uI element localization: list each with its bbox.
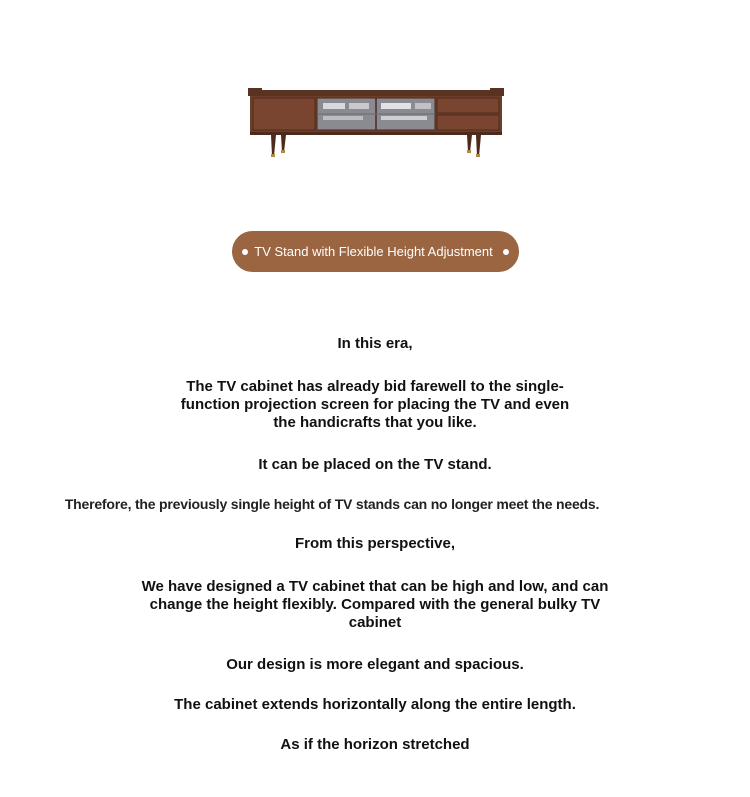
text-line: The TV cabinet has already bid farewell to the single-	[186, 378, 564, 395]
text-line: The cabinet extends horizontally along the entire length.	[174, 696, 576, 713]
paragraph-placed	[0, 456, 750, 474]
feature-badge-label: TV Stand with Flexible Height Adjustment	[254, 244, 493, 259]
feature-badge	[232, 231, 519, 272]
text-line: We have designed a TV cabinet that can be high and low, and can	[141, 578, 609, 595]
text-line: In this era,	[337, 335, 413, 352]
text-line: the handicrafts that you like.	[273, 414, 477, 431]
text-line: change the height flexibly. Compared with the general bulky TV	[149, 596, 601, 613]
paragraph-horizontal	[0, 696, 750, 714]
bullet-dot-icon	[503, 249, 509, 255]
tv-cabinet-image	[245, 86, 507, 160]
text-line: It can be placed on the TV stand.	[258, 456, 492, 473]
tv-cabinet-icon	[245, 86, 507, 160]
paragraph-perspective	[0, 535, 750, 553]
bullet-dot-icon	[242, 249, 248, 255]
paragraph-horizon	[0, 736, 750, 754]
text-line: From this perspective,	[294, 535, 456, 552]
text-line: Our design is more elegant and spacious.	[226, 656, 524, 673]
paragraph-era	[0, 335, 750, 353]
paragraph-needs	[0, 495, 707, 513]
text-line: cabinet	[348, 614, 402, 631]
text-line: Therefore, the previously single height of TV stands can no longer meet the needs.	[64, 496, 600, 512]
paragraph-farewell	[0, 378, 750, 432]
paragraph-elegant	[0, 656, 750, 674]
text-line: function projection screen for placing the TV and even	[180, 396, 570, 413]
text-line: As if the horizon stretched	[280, 736, 470, 753]
paragraph-design	[0, 578, 750, 632]
